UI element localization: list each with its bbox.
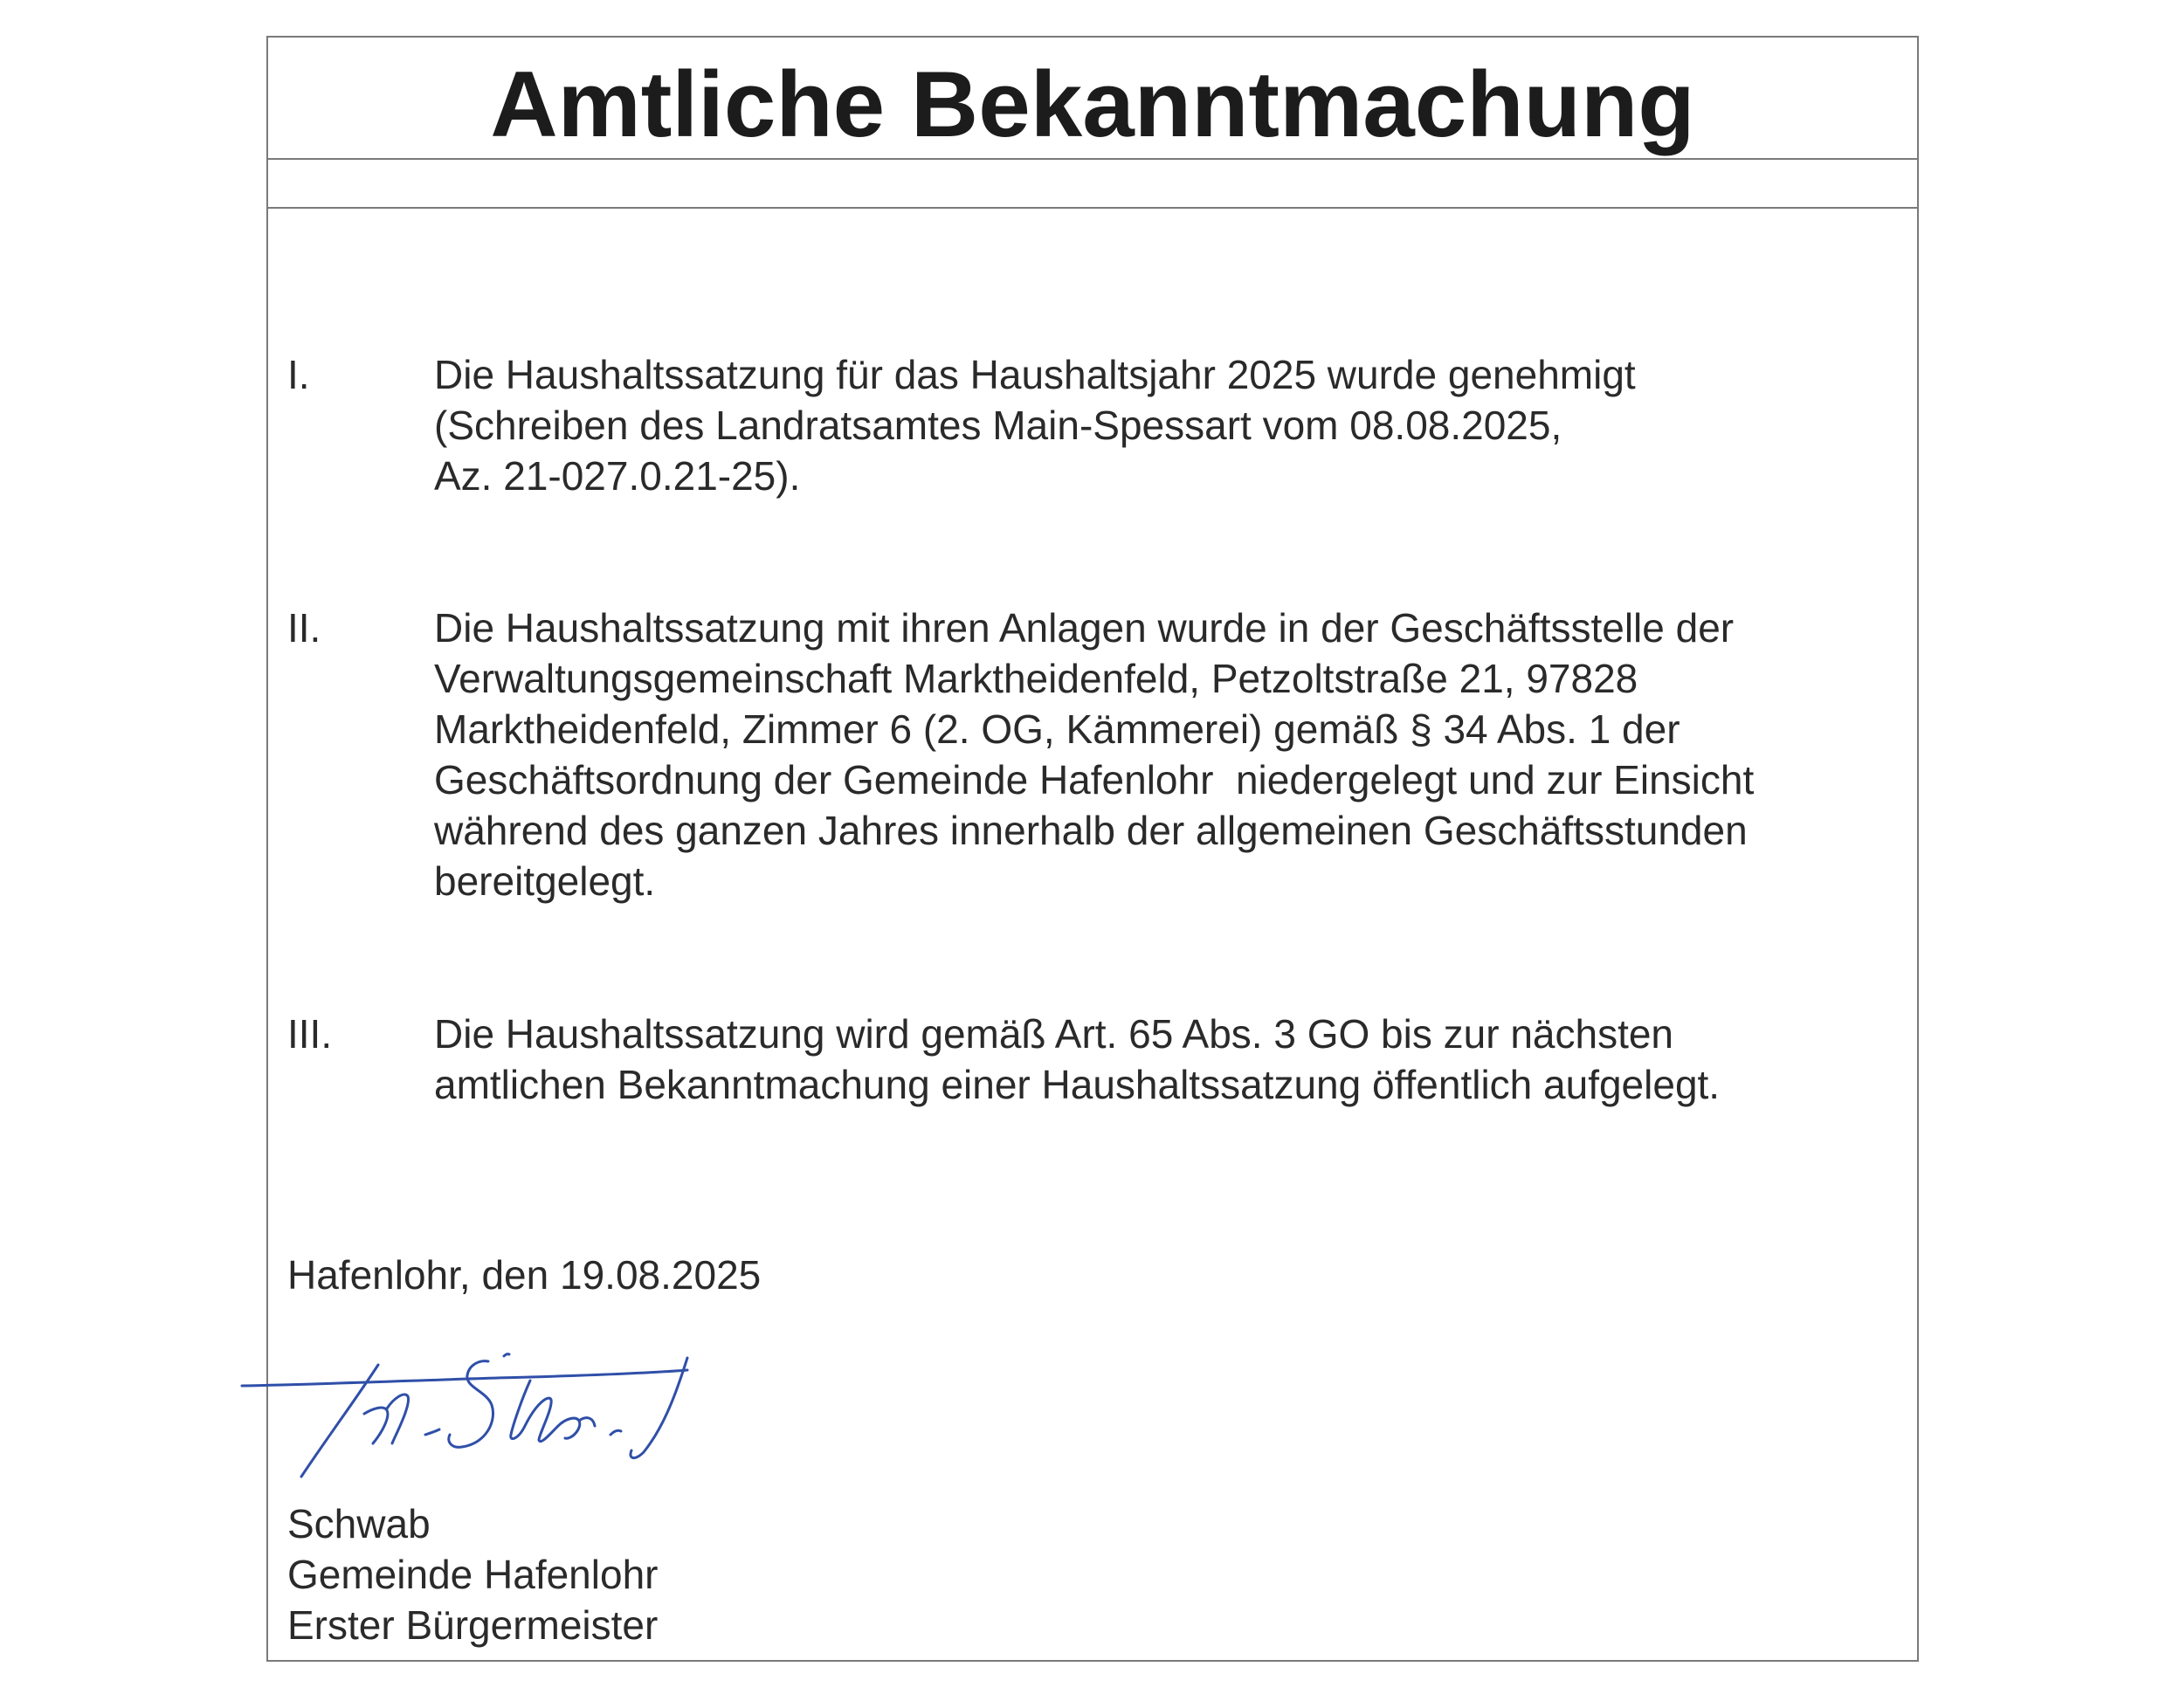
text-line: Verwaltungsgemeinschaft Marktheidenfeld, Petzoltstraße 21, 97828 xyxy=(434,656,1638,701)
signer-organization: Gemeinde Hafenlohr xyxy=(287,1552,659,1597)
section-number: III. xyxy=(287,1011,333,1057)
signer-block xyxy=(287,1498,658,1650)
handwritten-signature xyxy=(233,1304,722,1513)
text-line: bereitgelegt. xyxy=(434,858,656,904)
title-divider-band xyxy=(268,158,1917,209)
section-text xyxy=(434,1009,1875,1110)
section-text xyxy=(434,603,1875,906)
text-line: Geschäftsordnung der Gemeinde Hafenlohr niedergelegt und zur Einsicht xyxy=(434,757,1755,802)
place-date: Hafenlohr, den 19.08.2025 xyxy=(287,1252,762,1298)
text-line: Die Haushaltssatzung mit ihren Anlagen wurde in der Geschäftsstelle der xyxy=(434,605,1735,651)
section-number: II. xyxy=(287,605,321,651)
signer-role: Erster Bürgermeister xyxy=(287,1602,659,1648)
announcement-frame xyxy=(266,36,1919,1662)
text-line: Marktheidenfeld, Zimmer 6 (2. OG, Kämmerei) gemäß § 34 Abs. 1 der xyxy=(434,706,1680,752)
text-line: (Schreiben des Landratsamtes Main-Spessart vom 08.08.2025, xyxy=(434,403,1562,448)
text-line: Az. 21-027.0.21-25). xyxy=(434,453,801,499)
document-title: Amtliche Bekanntmachung xyxy=(490,52,1695,156)
signer-name: Schwab xyxy=(287,1501,431,1546)
text-line: Die Haushaltssatzung für das Haushaltsjahr 2025 wurde genehmigt xyxy=(434,352,1636,397)
section-text xyxy=(434,349,1875,501)
text-line: während des ganzen Jahres innerhalb der allgemeinen Geschäftsstunden xyxy=(434,808,1748,853)
text-line: Die Haushaltssatzung wird gemäß Art. 65 Abs. 3 GO bis zur nächsten xyxy=(434,1011,1674,1057)
text-line: amtlichen Bekanntmachung einer Haushaltssatzung öffentlich aufgelegt. xyxy=(434,1062,1721,1107)
section-number: I. xyxy=(287,352,310,397)
title-band xyxy=(268,38,1917,160)
